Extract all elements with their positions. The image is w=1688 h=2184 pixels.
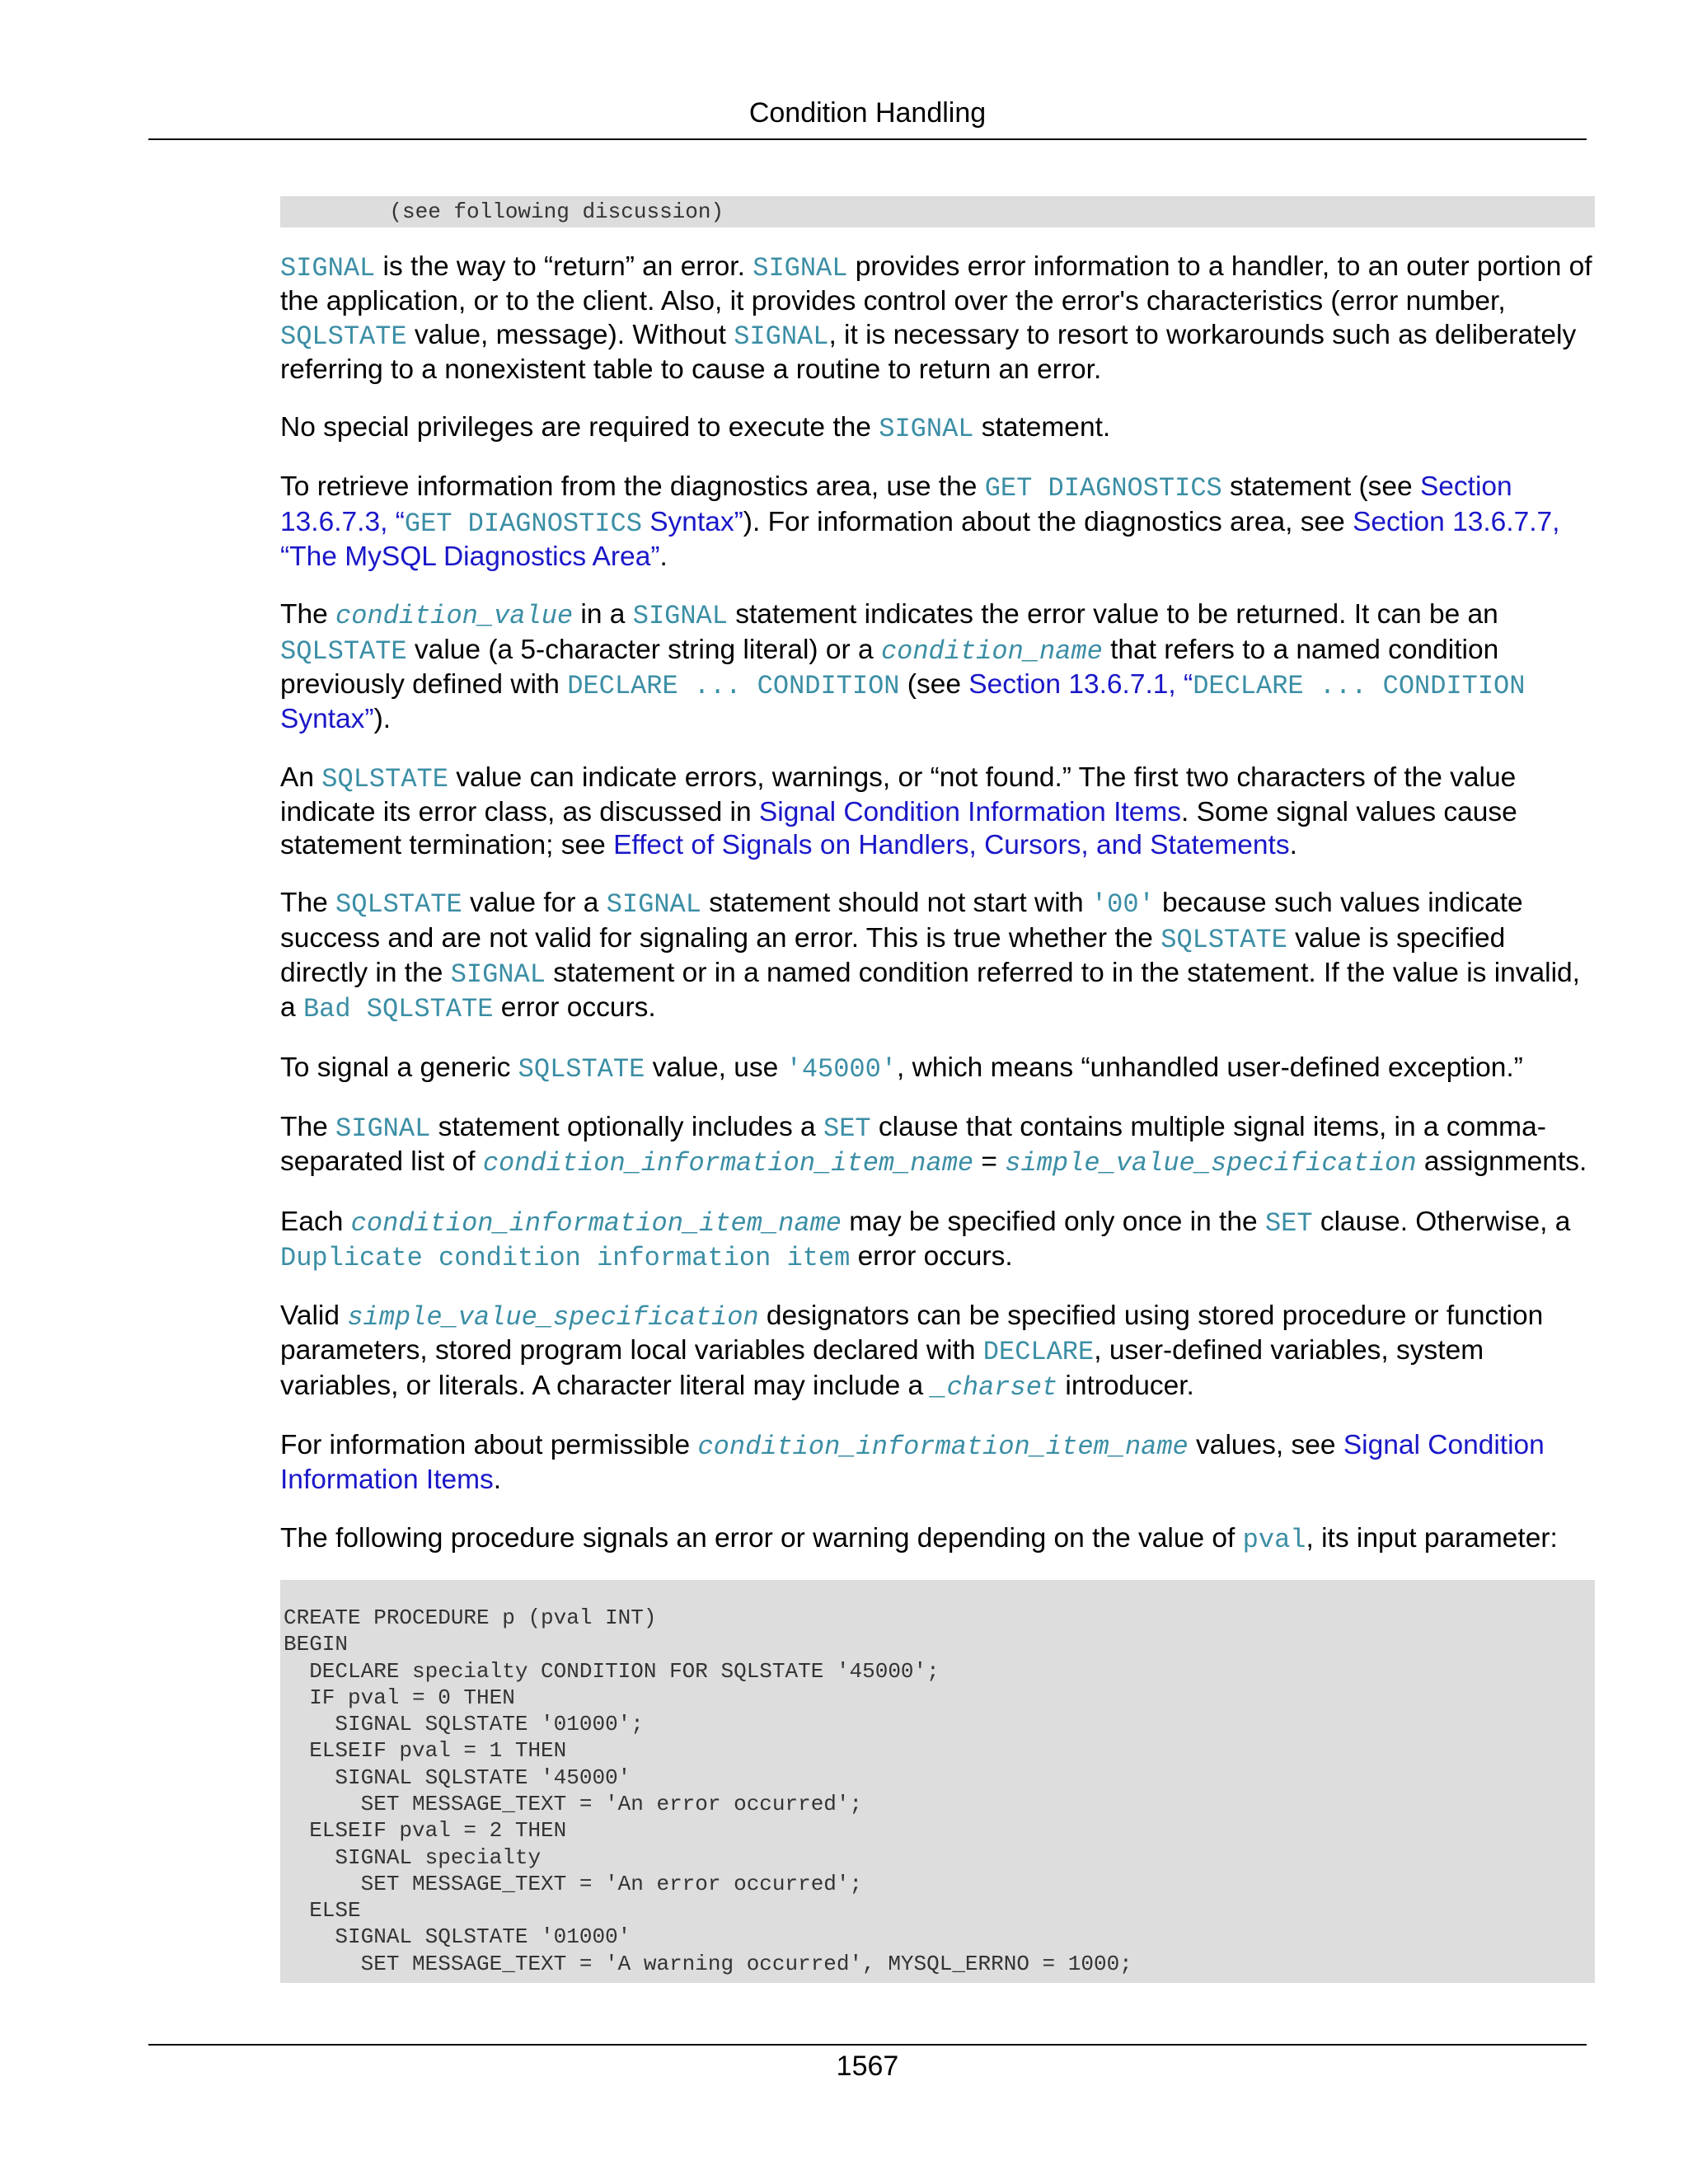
text-run: statement (see — [1221, 471, 1420, 503]
text-run: is the way to “return” an error. — [375, 251, 753, 282]
footer-divider — [148, 2044, 1587, 2046]
text-run: that refers to a named condition previously defined with — [280, 634, 1499, 700]
text-run: To signal a generic — [280, 1052, 518, 1083]
text-run: , its input parameter: — [1306, 1522, 1558, 1554]
text-run: designators can be specified using stored procedure or function parameters, stored program local variables declared with — [280, 1301, 1544, 1366]
text-run: . — [1289, 830, 1297, 861]
inline-code: DECLARE ... CONDITION — [1193, 670, 1526, 701]
inline-code-italic: condition_information_item_name — [697, 1432, 1189, 1463]
text-run: An — [280, 762, 322, 793]
inline-code: SIGNAL — [632, 601, 728, 632]
text-run: To retrieve information from the diagnostics area, use the — [280, 471, 985, 503]
link-text: Section 13.6.7.1, “ — [968, 668, 1193, 700]
text-run: error occurs. — [493, 992, 656, 1024]
text-run: because such values indicate success and are not valid for signaling an error. This is true whether the — [280, 888, 1523, 954]
inline-code: SET — [823, 1113, 871, 1144]
paragraph-duplicate-items — [280, 1206, 1595, 1276]
text-run: may be specified only once in the — [841, 1206, 1265, 1237]
text-run: clause that contains multiple signal items, in a comma-separated list of — [280, 1111, 1546, 1178]
inline-code: SIGNAL — [606, 889, 701, 921]
paragraph-diagnostics — [280, 471, 1595, 574]
inline-code: SET — [1264, 1207, 1313, 1239]
paragraph-sqlstate-classes — [280, 762, 1595, 863]
inline-code: SIGNAL — [335, 1113, 431, 1144]
text-run: The — [280, 599, 336, 630]
inline-code: SQLSTATE — [280, 321, 407, 352]
text-run: in a — [573, 599, 633, 630]
link-effect-of-signals[interactable]: Effect of Signals on Handlers, Cursors, and Statements — [613, 830, 1290, 861]
inline-code: SQLSTATE — [321, 763, 448, 794]
text-run: For information about permissible — [280, 1430, 698, 1461]
text-run: value can indicate errors, warnings, or “not found.” The first two characters of the value indicate its error class, as discussed in — [280, 762, 1517, 827]
inline-code: DECLARE ... CONDITION — [567, 670, 900, 701]
text-run: introducer. — [1057, 1370, 1194, 1401]
text-run: clause. Otherwise, a — [1312, 1206, 1571, 1237]
text-run: , it is necessary to resort to workarounds such as deliberately referring to a nonexistent table to cause a routine to return an error. — [280, 319, 1577, 385]
inline-code-italic: condition_name — [880, 635, 1103, 667]
inline-code: SQLSTATE — [335, 889, 462, 921]
inline-code: DECLARE — [982, 1337, 1095, 1368]
inline-code: Duplicate condition information item — [280, 1242, 851, 1273]
inline-code: SQLSTATE — [518, 1053, 645, 1085]
inline-code: SIGNAL — [753, 253, 848, 284]
text-run: statement should not start with — [701, 888, 1091, 919]
link-text: Section 13.6.7.3, “ — [280, 471, 1512, 537]
inline-code: SQLSTATE — [280, 635, 407, 667]
text-run: The — [280, 1111, 336, 1142]
inline-code: pval — [1242, 1524, 1306, 1555]
inline-code-italic: _charset — [931, 1371, 1058, 1403]
link-text: Syntax” — [280, 704, 374, 735]
text-run: , which means “unhandled user-defined exception.” — [897, 1052, 1523, 1083]
text-run: value for a — [462, 888, 607, 919]
paragraph-privileges — [280, 411, 1595, 446]
text-run: value, use — [645, 1052, 786, 1083]
text-run: provides error information to a handler, to an outer portion of the application, or to the client. Also, it provides control over the error's characteristics (error number, — [280, 251, 1592, 317]
paragraph-valid-designators — [280, 1300, 1595, 1404]
text-run: value, message). Without — [406, 319, 734, 350]
inline-code: GET DIAGNOSTICS — [404, 508, 642, 539]
link-diagnostics-area[interactable]: Section 13.6.7.7, “The MySQL Diagnostics Area” — [280, 506, 1560, 573]
paragraph-procedure-intro — [280, 1522, 1595, 1557]
paragraph-permissible-values — [280, 1429, 1595, 1497]
page-number: 1567 — [836, 2050, 899, 2082]
header-divider — [148, 138, 1587, 140]
text-run: The — [280, 888, 336, 919]
text-run: No special privileges are required to execute the — [280, 412, 879, 443]
text-run: value (a 5-character string literal) or a — [406, 634, 881, 665]
inline-code: GET DIAGNOSTICS — [984, 473, 1222, 504]
code-example-procedure: CREATE PROCEDURE p (pval INT) BEGIN DECLARE specialty CONDITION FOR SQLSTATE '45000'; IF pval = 0 THEN SIGNAL SQLSTATE '01000'; ELSEIF pval = 1 THEN SIGNAL SQLSTATE '45000' SET MESSAGE_TEXT = 'An error occurred'; ELSEIF pval = 2 THEN SIGNAL specialty SET MESSAGE_TEXT = 'An error occurred'; ELSE SIGNAL SQLSTATE '01000' SET MESSAGE_TEXT = 'A warning occurred', MYSQL_ERRNO = 1000; — [280, 1580, 1595, 1983]
link-signal-condition-items[interactable]: Signal Condition Information Items — [758, 796, 1181, 827]
text-run: The following procedure signals an error or warning depending on the value of — [280, 1522, 1243, 1554]
inline-code: SIGNAL — [280, 253, 376, 284]
paragraph-set-clause — [280, 1111, 1595, 1181]
text-run: , user-defined variables, system variables, or literals. A character literal may include a — [280, 1335, 1484, 1401]
paragraph-sqlstate-00 — [280, 887, 1595, 1026]
inline-code-italic: simple_value_specification — [1005, 1148, 1417, 1179]
inline-code: SIGNAL — [879, 414, 974, 445]
paragraph-signal-intro — [280, 251, 1595, 387]
text-run: statement indicates the error value to be returned. It can be an — [727, 599, 1498, 630]
inline-code-italic: condition_information_item_name — [482, 1148, 974, 1179]
text-run: . — [493, 1465, 502, 1496]
text-run: statement or in a named condition referred to in the statement. If the value is invalid, a — [280, 958, 1580, 1024]
text-run: ). — [373, 704, 392, 735]
inline-code-italic: condition_value — [335, 601, 574, 632]
text-run: value is specified directly in the — [280, 922, 1506, 989]
paragraph-condition-value — [280, 598, 1595, 736]
inline-code: SQLSTATE — [1160, 924, 1287, 955]
text-run: assignments. — [1416, 1146, 1587, 1178]
text-run: statement. — [973, 412, 1111, 443]
inline-code-italic: simple_value_specification — [347, 1302, 759, 1333]
inline-code: SIGNAL — [450, 959, 546, 991]
text-run: Each — [280, 1206, 351, 1237]
text-run: error occurs. — [850, 1240, 1013, 1272]
text-run: . Some signal values cause statement termination; see — [280, 796, 1517, 861]
inline-code: '00' — [1090, 889, 1155, 921]
page-header-title: Condition Handling — [748, 97, 987, 129]
text-run: = — [973, 1146, 1006, 1178]
text-run: (see — [899, 668, 969, 700]
inline-code-italic: condition_information_item_name — [350, 1207, 842, 1239]
link-signal-condition-items-2[interactable]: Signal Condition Information Items — [280, 1430, 1545, 1496]
inline-code: '45000' — [785, 1053, 898, 1085]
link-text: Syntax” — [641, 506, 743, 537]
inline-code: Bad SQLSTATE — [302, 994, 494, 1025]
code-snippet-top: (see following discussion) — [280, 196, 1595, 227]
page-content — [280, 196, 1595, 1983]
text-run: . — [659, 541, 668, 573]
inline-code: SIGNAL — [734, 321, 829, 352]
paragraph-generic-sqlstate — [280, 1052, 1595, 1086]
text-run: ). For information about the diagnostics area, see — [743, 506, 1353, 537]
text-run: values, see — [1188, 1430, 1343, 1461]
text-run: statement optionally includes a — [430, 1111, 823, 1142]
text-run: Valid — [280, 1301, 348, 1332]
